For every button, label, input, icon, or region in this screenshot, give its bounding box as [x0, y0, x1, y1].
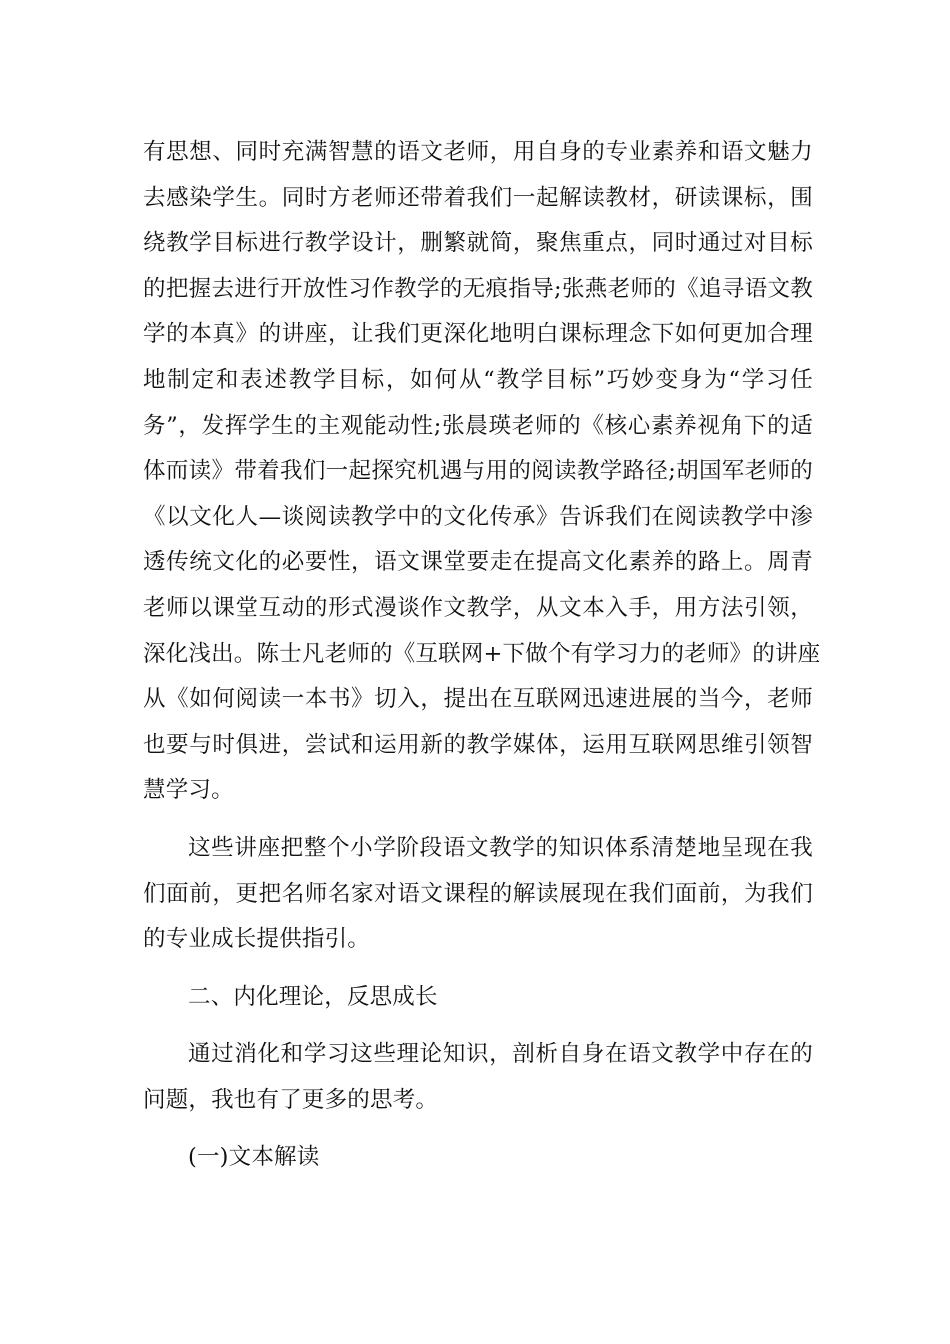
paragraph-line: 从《如何阅读一本书》切入，提出在互联网迅速进展的当今，老师 — [143, 686, 813, 713]
paragraph-line: 《以文化人—谈阅读教学中的文化传承》告诉我们在阅读教学中渗 — [143, 503, 813, 530]
paragraph-line: 学的本真》的讲座，让我们更深化地明白课标理念下如何更加合理 — [143, 321, 813, 348]
paragraph-line: 通过消化和学习这些理论知识，剖析自身在语文教学中存在的 — [188, 1041, 813, 1068]
paragraph-line: 透传统文化的必要性，语文课堂要走在提高文化素养的路上。周青 — [143, 549, 813, 576]
paragraph-line: 去感染学生。同时方老师还带着我们一起解读教材，研读课标，围 — [143, 184, 813, 211]
paragraph-gap — [143, 1123, 813, 1135]
paragraph-line: 务”，发挥学生的主观能动性;张晨瑛老师的《核心素养视角下的适 — [143, 412, 813, 439]
paragraph-line: 慧学习。 — [143, 777, 234, 804]
paragraph-line: 绕教学目标进行教学设计，删繁就简，聚焦重点，同时通过对目标 — [143, 230, 813, 257]
paragraph-lectures-summary — [143, 826, 813, 963]
paragraph-line: 老师以课堂互动的形式漫谈作文教学，从文本入手，用方法引领， — [143, 594, 813, 621]
paragraph-gap — [143, 1020, 813, 1032]
paragraph-gap — [143, 963, 813, 975]
paragraph-line: 地制定和表述教学目标，如何从“教学目标”巧妙变身为“学习任 — [143, 366, 813, 393]
paragraph-reflection — [143, 1032, 813, 1123]
section-heading: 二、内化理论，反思成长 — [188, 983, 438, 1010]
paragraph-line: 深化浅出。陈士凡老师的《互联网+下做个有学习力的老师》的讲座 — [143, 640, 821, 667]
paragraph-line: 们面前，更把名师名家对语文课程的解读展现在我们面前，为我们 — [143, 880, 813, 907]
subheading: (一)文本解读 — [188, 1144, 320, 1171]
paragraph-line: 也要与时俱进，尝试和运用新的教学媒体，运用互联网思维引领智 — [143, 731, 813, 758]
paragraph-line: 有思想、同时充满智慧的语文老师，用自身的专业素养和语文魅力 — [143, 139, 813, 165]
paragraph-line: 的把握去进行开放性习作教学的无痕指导;张燕老师的《追寻语文教 — [143, 275, 813, 302]
document-body — [143, 130, 821, 1181]
paragraph-line: 体而读》带着我们一起探究机遇与用的阅读教学路径;胡国军老师的 — [143, 458, 813, 485]
paragraph-line: 的专业成长提供指引。 — [143, 926, 371, 953]
paragraph-line: 这些讲座把整个小学阶段语文教学的知识体系清楚地呈现在我 — [188, 834, 813, 861]
paragraph-gap — [143, 814, 813, 826]
paragraph-continued — [143, 130, 821, 814]
paragraph-line: 问题，我也有了更多的思考。 — [143, 1086, 439, 1113]
